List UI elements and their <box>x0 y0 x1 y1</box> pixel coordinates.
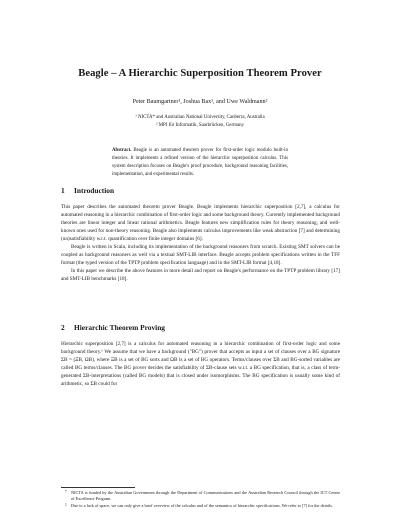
footnote-space <box>61 503 340 509</box>
section-title: Introduction <box>74 186 115 195</box>
footnote-rule <box>61 487 135 488</box>
section-number: 1 <box>61 186 65 195</box>
section-heading-introduction <box>61 186 114 195</box>
author-list: Peter Baumgartner¹, Joshua Bax¹, and Uwe Waldmann² <box>132 99 268 105</box>
section-heading-hierarchic <box>61 323 165 332</box>
footnote-text: Due to a lack of space, we can only give a brief overview of the calculus and of the semantics of hierarchic specifications. We refer to [7] for the details. <box>71 503 333 508</box>
paper-title: Beagle – A Hierarchic Superposition Theorem Prover <box>78 68 322 79</box>
footnote-mark: * <box>65 490 67 494</box>
footnote-text: NICTA is funded by the Australian Government through the Department of Communications and the Australian Research Council through the ICT Centre of Excellence Program. <box>71 490 340 502</box>
affiliation-2: ² MPI für Informatik, Saarbrücken, Germany <box>156 123 244 128</box>
paragraph: Hierarchic superposition [2,7] is a calculus for automated reasoning in a hierarchic combination of first-order logic and some background theory.¹ We assume that we have a background ("BG") prover that accepts as input a set of clauses over a BG signature ΣB = (ΞB, ΩB), where ΞB is a set of BG sorts and ΩB is a set of BG operators. Terms/clauses over ΣB and BG-sorted variables are called BG terms/clauses. The BG prover decides the satisfiability of ΣB-clause sets w.r.t. a BG specification, that is, a class of term-generated ΣB-interpretations (called BG models) that is closed under isomorphisms. The BG specification is usually some kind of arithmetic, so ΣB could for <box>61 341 340 387</box>
section-body-hierarchic <box>61 341 340 389</box>
section-body-introduction <box>61 204 340 284</box>
paragraph: In this paper we describe the above features in more detail and report on Beagle's performance on the TPTP problem library [17] and SMT-LIB benchmarks [18]. <box>61 267 340 282</box>
section-number: 2 <box>61 323 65 332</box>
abstract-label: Abstract. <box>112 148 132 153</box>
abstract-text: Beagle is an automated theorem prover for first-order logic modulo built-in theories. It implements a refined version of the hierarchic superposition calculus. This system description focuses on Beagle's proof procedure, background reasoning facilities, implementation, and experimental results. <box>112 148 288 177</box>
paragraph: Beagle is written in Scala, including its implementation of the background reasoners from scratch. Existing SMT solvers can be coupled as background reasoners as well via a textual SMT-LIB interface. Beagle accepts problem specifications written in the TFF format (the typed version of the TPTP problem specification language) and in the SMT-LIB format [4,18]. <box>61 243 340 266</box>
affiliation-1: ¹ NICTA* and Australian National University, Canberra, Australia <box>135 115 265 120</box>
footnote-nicta <box>61 490 340 503</box>
footnote-mark: 1 <box>65 503 67 507</box>
paragraph: This paper describes the automated theorem prover Beagle. Beagle implements hierarchic superposition [2,7], a calculus for automated reasoning in a hierarchic combination of first-order logic and some background theory. Currently implemented background theories are linear integer and linear rational arithmetics. Beagle features new simplification rules for theory reasoning, and well-known ones used for non-theory reasoning. Beagle also implements calculus improvements like weak abstraction [7] and determining (un)satisfiability w.r.t. quantification over finite integer domains [6]. <box>61 204 340 242</box>
abstract <box>112 147 288 179</box>
section-title: Hierarchic Theorem Proving <box>74 323 166 332</box>
